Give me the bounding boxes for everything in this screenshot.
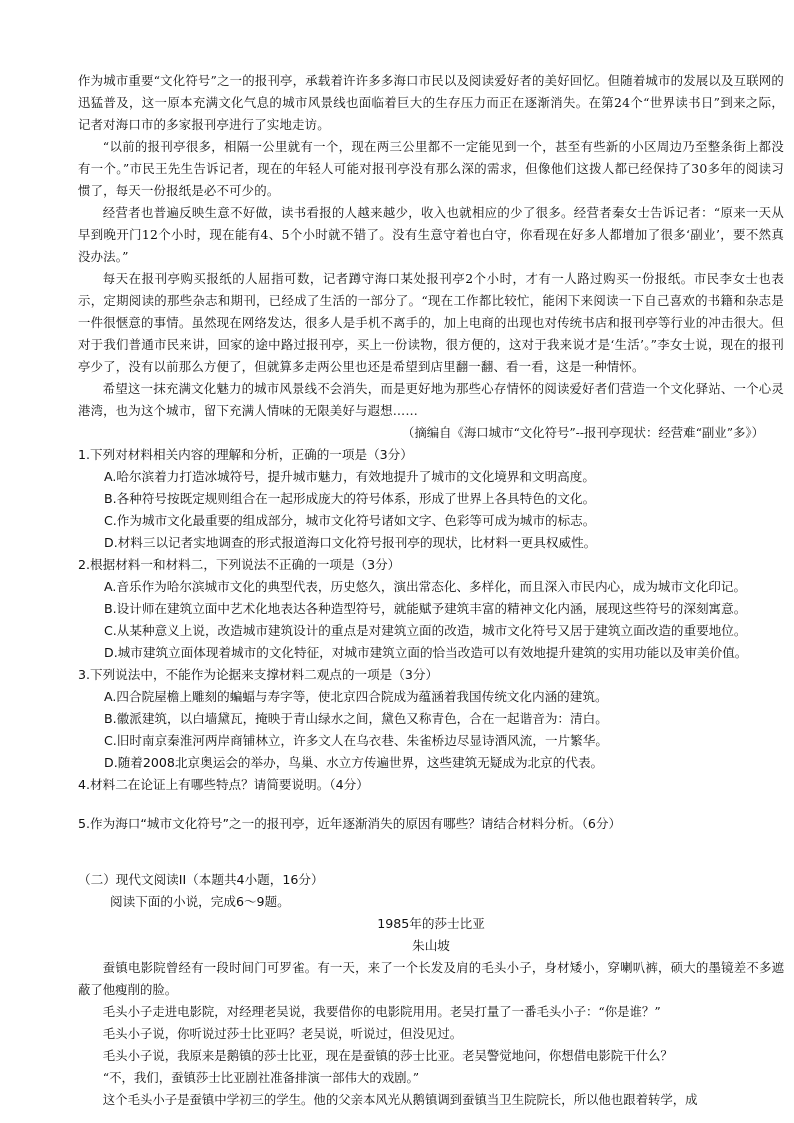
option-c: C.从某种意义上说，改造城市建筑设计的重点是对建筑立面的改造，城市文化符号又居于建筑立面改造的重要地位。 [104,623,747,638]
material-paragraph-1: 作为城市重要“文化符号”之一的报刊亭，承载着许许多多海口市民以及阅读爱好者的美好回忆。但随着城市的发展以及互联网的迅猛普及，这一原本充满文化气息的城市风景线也面临着巨大的生存压力而正在逐渐消失。在第24个“世界读书日”到来之际，记者对海口市的多家报刊亭进行了实地走访。 [78,73,784,132]
question-2 [78,554,784,664]
section-2 [78,869,784,1111]
option-a: A.哈尔滨着力打造冰城符号，提升城市魅力，有效地提升了城市的文化境界和文明高度。 [104,469,595,484]
question-stem: 3.下列说法中，不能作为论据来支撑材料二观点的一项是（3分） [78,667,439,682]
option-a: A.四合院屋檐上雕刻的蝙蝠与寿字等，使北京四合院成为蕴涵着我国传统文化内涵的建筑。 [104,689,608,704]
answer-space [78,835,784,869]
story-paragraph-2: 毛头小子走进电影院，对经理老吴说，我要借你的电影院用用。老吴打量了一番毛头小子：“你是谁？” [102,1004,661,1019]
option-b: B.各种符号按既定规则组合在一起形成庞大的符号体系，形成了世界上各具特色的文化。 [104,491,596,506]
option-d: D.随着2008北京奥运会的举办，鸟巢、水立方传遍世界，这些建筑无疑成为北京的代表。 [104,755,604,770]
material-paragraph-2: “以前的报刊亭很多，相隔一公里就有一个，现在两三公里都不一定能见到一个，甚至有些新的小区周边乃至整条街上都没有一个。”市民王先生告诉记者，现在的年轻人可能对报刊亭没有那么深的需求，但像他们这拨人都已经保持了30多年的阅读习惯了，每天一份报纸是必不可少的。 [78,139,784,198]
story-author: 朱山坡 [412,938,450,953]
answer-space [78,796,784,813]
option-b: B.徽派建筑，以白墙黛瓦，掩映于青山绿水之间，黛色又称青色，合在一起谐音为：清白。 [104,711,608,726]
story-paragraph-1: 蚕镇电影院曾经有一段时间门可罗雀。有一天，来了一个长发及肩的毛头小子，身材矮小，穿喇叭裤，硕大的墨镜差不多遮蔽了他瘦削的脸。 [78,960,784,997]
story-paragraph-4: 毛头小子说，我原来是鹅镇的莎士比亚，现在是蚕镇的莎士比亚。老吴警觉地问，你想借电影院干什么？ [102,1048,673,1063]
story-paragraph-6: 这个毛头小子是蚕镇中学初三的学生。他的父亲本风光从鹅镇调到蚕镇当卫生院院长，所以他也跟着转学，成 [102,1092,698,1107]
section-heading: （二）现代文阅读II（本题共4小题，16分） [78,872,324,887]
material-paragraph-3: 经营者也普遍反映生意不好做，读书看报的人越来越少，收入也就相应的少了很多。经营者秦女士告诉记者：“原来一天从早到晚开门12个小时，现在能有4、5个小时就不错了。没有生意守着也白守，你看现在好多人都增加了很多‘副业’，要不然真没办法。” [78,205,784,264]
question-1 [78,444,784,554]
option-d: D.城市建筑立面体现着城市的文化特征，对城市建筑立面的恰当改造可以有效地提升建筑的实用功能以及审美价值。 [104,645,748,660]
material-paragraph-5: 希望这一抹充满文化魅力的城市风景线不会消失，而是更好地为那些心存情怀的阅读爱好者们营造一个文化驿站、一个心灵港湾，也为这个城市，留下充满人情味的无限美好与遐想…… [78,381,784,418]
document-page [78,70,784,1111]
option-d: D.材料三以记者实地调查的形式报道海口文化符号报刊亭的现状，比材料一更具权威性。 [104,535,597,550]
section-instruction: 阅读下面的小说，完成6～9题。 [110,894,290,909]
option-c: C.旧时南京秦淮河两岸商铺林立，许多文人在乌衣巷、朱雀桥边尽显诗酒风流，一片繁华。 [104,733,608,748]
story-paragraph-3: 毛头小子说，你听说过莎士比亚吗？老吴说，听说过，但没见过。 [102,1026,463,1041]
question-3 [78,664,784,774]
material-section [78,70,784,444]
story-paragraph-5: “不，我们，蚕镇莎士比亚剧社准备排演一部伟大的戏剧。” [102,1070,420,1085]
option-c: C.作为城市文化最重要的组成部分，城市文化符号诸如文字、色彩等可成为城市的标志。 [104,513,596,528]
option-b: B.设计师在建筑立面中艺术化地表达各种造型符号，就能赋予建筑丰富的精神文化内涵，展现这些符号的深刻寓意。 [104,601,747,616]
material-paragraph-4: 每天在报刊亭购买报纸的人屈指可数，记者蹲守海口某处报刊亭2个小时，才有一人路过购买一份报纸。市民李女士也表示，定期阅读的那些杂志和期刊，已经成了生活的一部分了。“现在工作都比较忙，能闲下来阅读一下自己喜欢的书籍和杂志是一件很惬意的事情。虽然现在网络发达，很多人是手机不离手的，加上电商的出现也对传统书店和报刊亭等行业的冲击很大。但对于我们普通市民来讲，回家的途中路过报刊亭，买上一份读物，很方便的，这对于我来说才是‘生活’。”李女士说，现在的报刊亭少了，没有以前那么方便了，但就算多走两公里也还是希望到店里翻一翻、看一看，这是一种情怀。 [78,271,784,374]
story-title: 1985年的莎士比亚 [377,916,485,931]
option-a: A.音乐作为哈尔滨城市文化的典型代表，历史悠久，演出常态化、多样化，而且深入市民内心，成为城市文化印记。 [104,579,747,594]
question-5-stem: 5.作为海口“城市文化符号”之一的报刊亭，近年逐渐消失的原因有哪些？请结合材料分析。（6分） [78,816,622,831]
question-4-stem: 4.材料二在论证上有哪些特点？请简要说明。（4分） [78,777,369,792]
material-source: （摘编自《海口城市“文化符号”--报刊亭现状：经营难“副业”多》） [401,425,764,440]
question-stem: 1.下列对材料相关内容的理解和分析，正确的一项是（3分） [78,447,413,462]
question-stem: 2.根据材料一和材料二，下列说法不正确的一项是（3分） [78,557,401,572]
